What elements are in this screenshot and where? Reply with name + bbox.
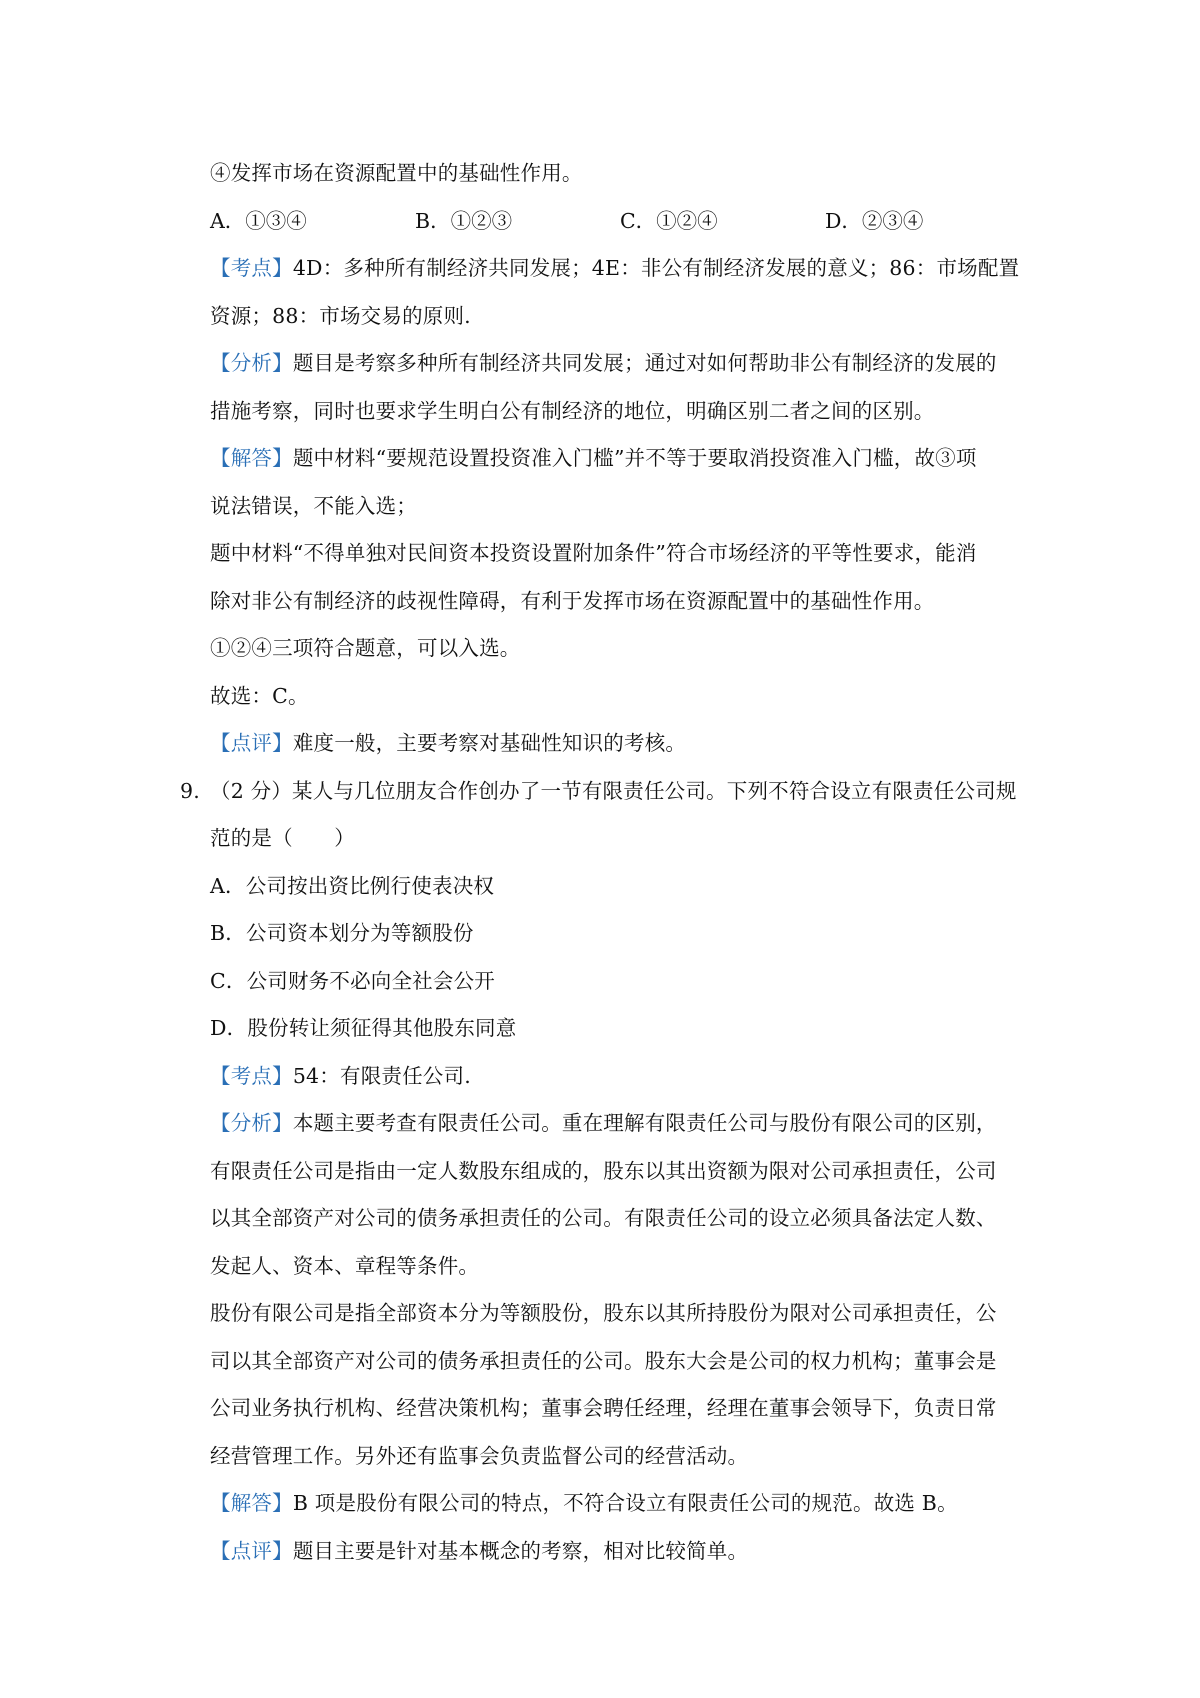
q9-option-a: A．公司按出资比例行使表决权: [210, 873, 495, 898]
q9-option-d: D．股份转让须征得其他股东同意: [210, 1016, 517, 1040]
q8-option-a: A．①③④: [210, 208, 307, 233]
q9-jieda-line: 【解答】B 项是股份有限公司的特点，不符合设立有限责任公司的规范。故选 B。: [210, 1491, 958, 1515]
q8-item-4: ④发挥市场在资源配置中的基础性作用。: [210, 161, 583, 185]
q8-jieda-line-6: 故选：C。: [210, 683, 309, 708]
q9-fenxi-line-1: 【分析】本题主要考查有限责任公司。重在理解有限责任公司与股份有限公司的区别，: [210, 1111, 997, 1135]
q8-dianping-line: 【点评】难度一般，主要考察对基础性知识的考核。: [210, 731, 687, 755]
q9-fenxi-line-4: 发起人、资本、章程等条件。: [210, 1253, 480, 1278]
q9-dianping-tag: 点评: [230, 1538, 273, 1563]
q8-option-d: D．②③④: [825, 208, 924, 233]
q9-kaodian-line: 【考点】54：有限责任公司.: [210, 1063, 471, 1088]
q8-fenxi-tag: 分析: [230, 351, 273, 375]
q8-jieda-line-5: ①②④三项符合题意，可以入选。: [210, 636, 521, 660]
q9-fenxi-line-3: 以其全部资产对公司的债务承担责任的公司。有限责任公司的设立必须具备法定人数、: [210, 1206, 997, 1230]
q9-kaodian-tag: 考点: [230, 1063, 273, 1088]
q9-option-b: B．公司资本划分为等额股份: [210, 921, 474, 945]
q8-fenxi-line-1: 【分析】题目是考察多种所有制经济共同发展；通过对如何帮助非公有制经济的发展的: [210, 351, 997, 375]
q8-options: [210, 198, 1030, 246]
q9-number: 9.: [180, 778, 200, 803]
q9-fenxi-line-5: 股份有限公司是指全部资本分为等额股份，股东以其所持股份为限对公司承担责任，公: [210, 1301, 997, 1325]
q8-kaodian-line-2: 资源；88：市场交易的原则.: [210, 303, 471, 328]
q9-stem-line-1: 9. （2 分）某人与几位朋友合作创办了一节有限责任公司。下列不符合设立有限责任公司规: [210, 768, 1030, 816]
q8-kaodian-tag: 考点: [230, 256, 273, 280]
q8-jieda-line-1: 【解答】题中材料“要规范设置投资准入门槛”并不等于要取消投资准入门槛，故③项: [210, 446, 977, 470]
q9-fenxi-line-2: 有限责任公司是指由一定人数股东组成的，股东以其出资额为限对公司承担责任，公司: [210, 1158, 997, 1183]
q9-fenxi-line-8: 经营管理工作。另外还有监事会负责监督公司的经营活动。: [210, 1443, 749, 1468]
q8-fenxi-line-2: 措施考察，同时也要求学生明白公有制经济的地位，明确区别二者之间的区别。: [210, 398, 935, 423]
q8-jieda-line-4: 除对非公有制经济的歧视性障碍，有利于发挥市场在资源配置中的基础性作用。: [210, 588, 935, 613]
q9-jieda-tag: 解答: [230, 1491, 273, 1515]
q9-fenxi-line-6: 司以其全部资产对公司的债务承担责任的公司。股东大会是公司的权力机构；董事会是: [210, 1348, 997, 1373]
q8-jieda-line-3: 题中材料“不得单独对民间资本投资设置附加条件”符合市场经济的平等性要求，能消: [210, 541, 977, 565]
q9-dianping-line: 【点评】题目主要是针对基本概念的考察，相对比较简单。: [210, 1538, 749, 1563]
q9-option-c: C．公司财务不必向全社会公开: [210, 968, 495, 993]
q9-stem-line-2: 范的是（ ）: [210, 826, 355, 850]
q8-jieda-line-2: 说法错误，不能入选；: [210, 493, 417, 518]
q8-jieda-tag: 解答: [230, 446, 273, 470]
q8-option-b: B．①②③: [415, 208, 513, 233]
q8-dianping-tag: 点评: [230, 731, 273, 755]
q9-fenxi-tag: 分析: [230, 1111, 273, 1135]
q8-kaodian-line-1: 【考点】4D：多种所有制经济共同发展；4E：非公有制经济发展的意义；86：市场配置: [210, 256, 1020, 280]
q9-fenxi-line-7: 公司业务执行机构、经营决策机构；董事会聘任经理，经理在董事会领导下，负责日常: [210, 1396, 997, 1420]
q8-option-c: C．①②④: [620, 208, 718, 233]
